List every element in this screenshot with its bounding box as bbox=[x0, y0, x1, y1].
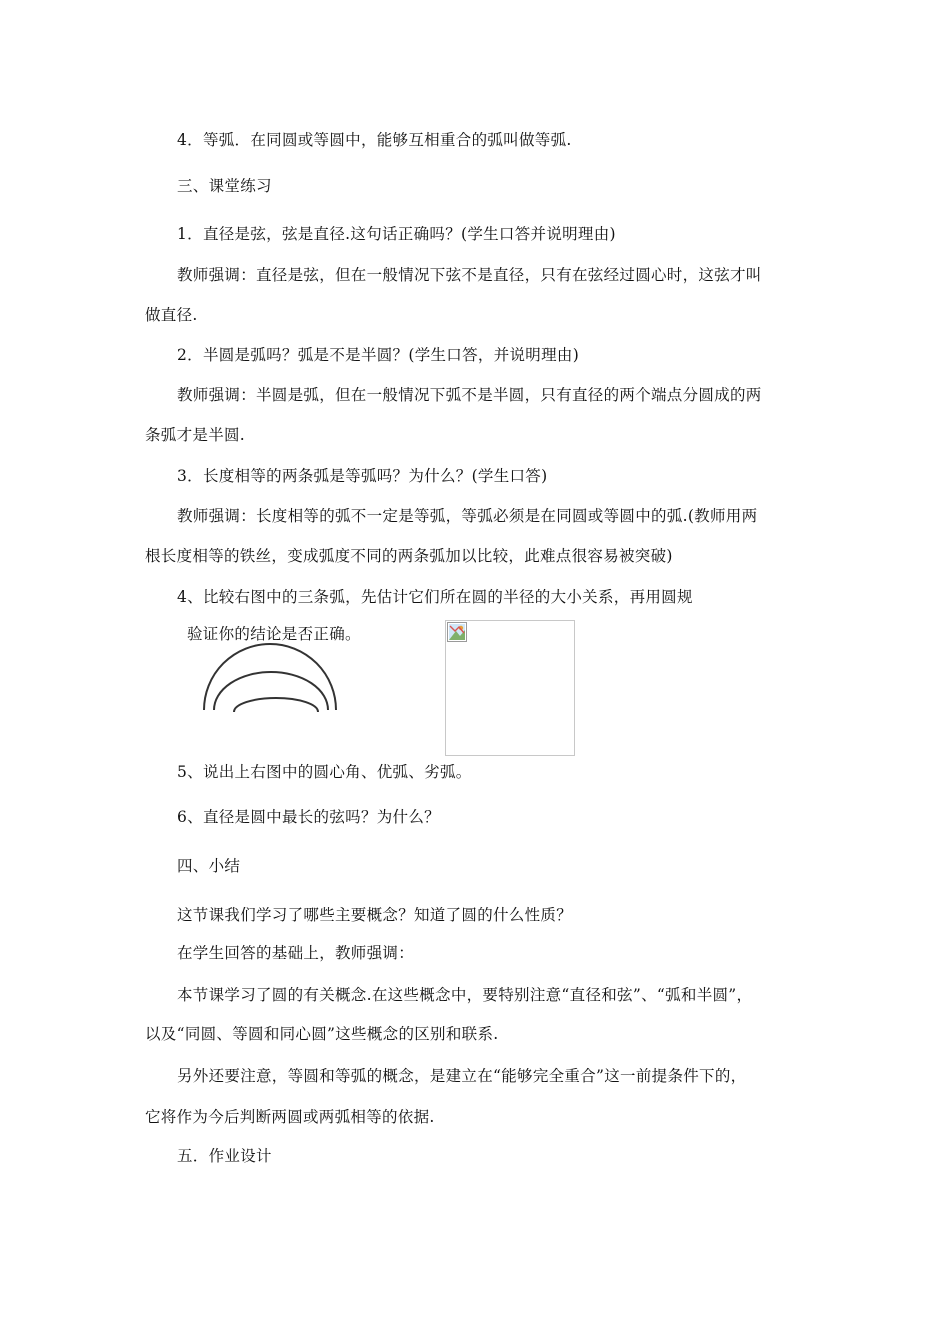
inner-arc bbox=[234, 698, 318, 712]
figure-placeholder bbox=[445, 620, 575, 756]
section-heading: 三、课堂练习 bbox=[177, 177, 272, 195]
section-heading: 四、小结 bbox=[177, 857, 241, 875]
text-line: 2．半圆是弧吗？弧是不是半圆？(学生口答，并说明理由) bbox=[177, 346, 580, 364]
text-line: 教师强调：直径是弦，但在一般情况下弦不是直径，只有在弦经过圆心时，这弦才叫 bbox=[177, 266, 762, 284]
text-line: 它将作为今后判断两圆或两弧相等的依据. bbox=[145, 1108, 435, 1126]
text-line: 4．等弧．在同圆或等圆中，能够互相重合的弧叫做等弧. bbox=[177, 131, 572, 149]
text-line: 5、说出上右图中的圆心角、优弧、劣弧。 bbox=[177, 763, 472, 781]
text-line: 教师强调：半圆是弧，但在一般情况下弧不是半圆，只有直径的两个端点分圆成的两 bbox=[177, 386, 762, 404]
text-line: 6、直径是圆中最长的弦吗？为什么？ bbox=[177, 808, 440, 826]
text-line: 4、比较右图中的三条弧，先估计它们所在圆的半径的大小关系，再用圆规 bbox=[177, 588, 693, 606]
section-heading: 五．作业设计 bbox=[177, 1147, 272, 1165]
text-line: 做直径. bbox=[145, 306, 198, 324]
text-line: 另外还要注意，等圆和等弧的概念，是建立在“能够完全重合”这一前提条件下的， bbox=[177, 1067, 747, 1085]
text-line: 1．直径是弦，弦是直径.这句话正确吗？(学生口答并说明理由) bbox=[177, 225, 616, 243]
text-line: 在学生回答的基础上，教师强调： bbox=[177, 944, 415, 962]
text-line: 验证你的结论是否正确。 bbox=[187, 625, 361, 643]
concentric-arcs-figure bbox=[200, 640, 340, 712]
text-line: 以及“同圆、等圆和同心圆”这些概念的区别和联系. bbox=[145, 1025, 499, 1043]
outer-arc bbox=[204, 644, 336, 710]
text-line: 这节课我们学习了哪些主要概念？知道了圆的什么性质？ bbox=[177, 906, 573, 924]
text-line: 根长度相等的铁丝，变成弧度不同的两条弧加以比较，此难点很容易被突破) bbox=[145, 547, 673, 565]
text-line: 条弧才是半圆. bbox=[145, 426, 246, 444]
text-line: 教师强调：长度相等的弧不一定是等弧，等弧必须是在同圆或等圆中的弧.(教师用两 bbox=[177, 507, 758, 525]
text-line: 3．长度相等的两条弧是等弧吗？为什么？(学生口答) bbox=[177, 467, 548, 485]
broken-image-icon bbox=[447, 622, 467, 642]
text-line: 本节课学习了圆的有关概念.在这些概念中，要特别注意“直径和弦”、“弧和半圆”， bbox=[177, 986, 753, 1004]
